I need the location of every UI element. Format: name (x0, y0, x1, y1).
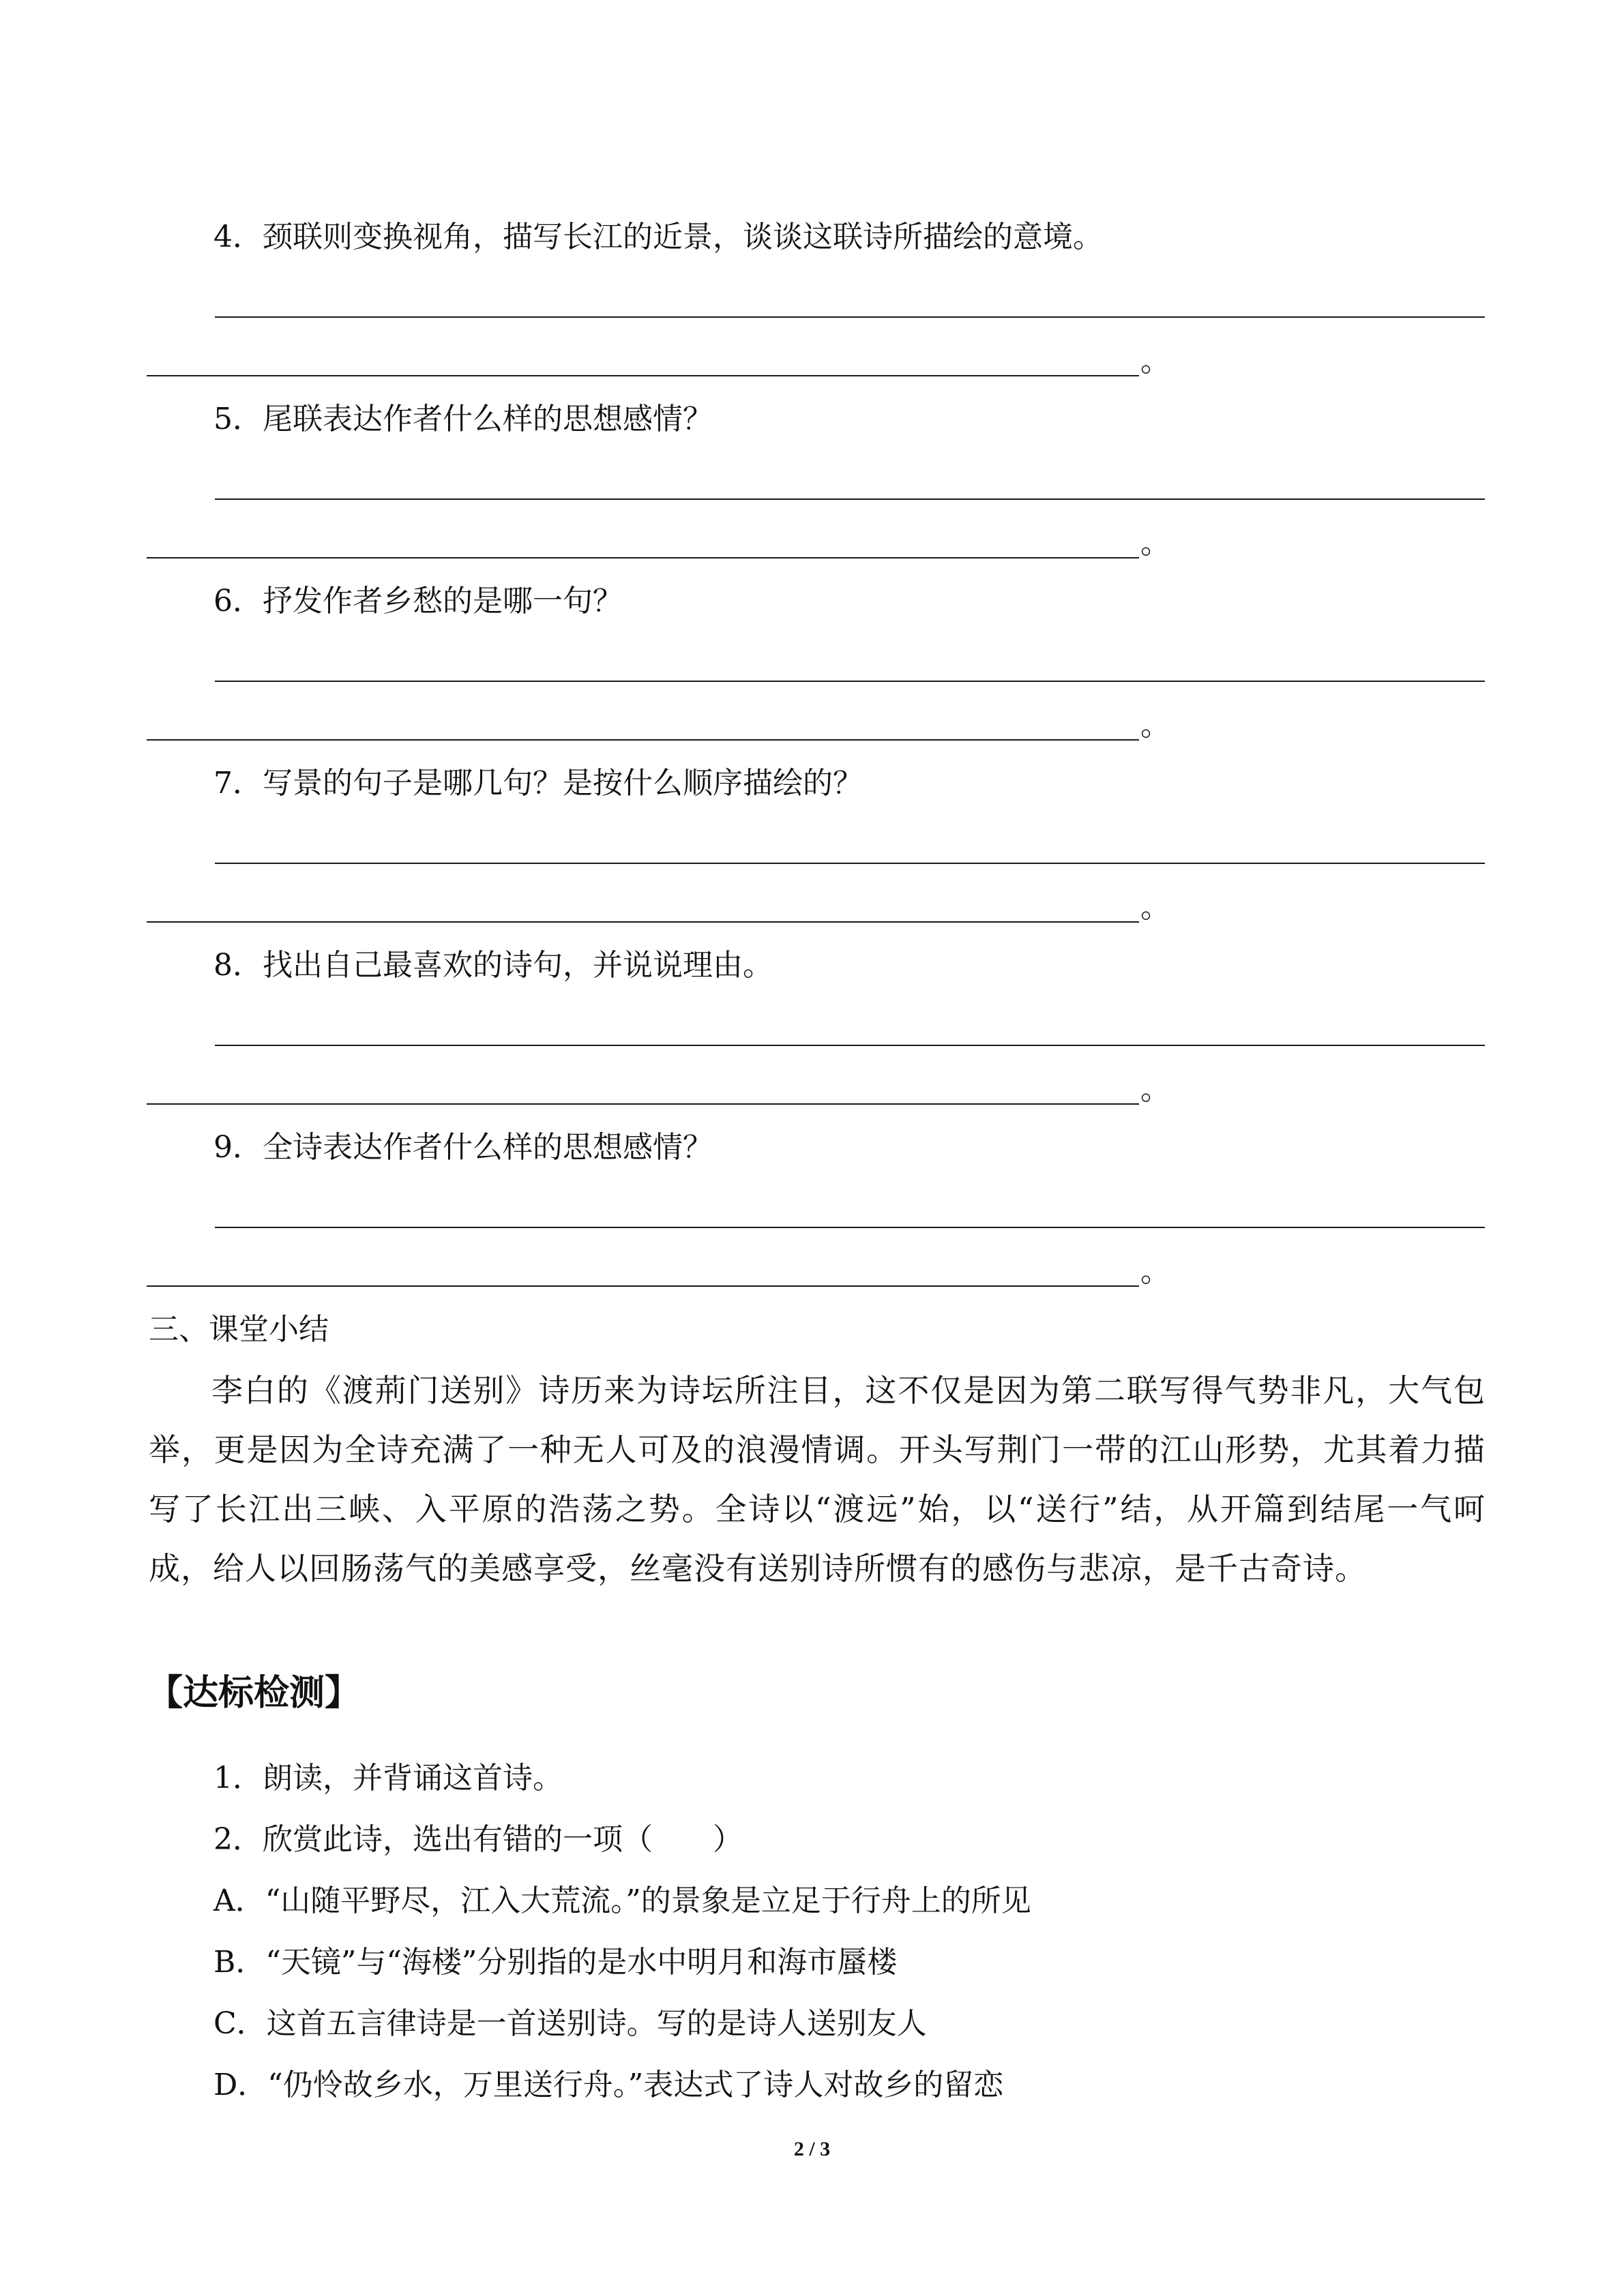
answer-line[interactable] (215, 1227, 1485, 1228)
question-text: 全诗表达作者什么样的思想感情？ (263, 1130, 713, 1165)
question-6 (213, 581, 623, 622)
question-8 (213, 945, 773, 986)
question-number: 7． (213, 766, 263, 801)
page-number: 2 / 3 (793, 2138, 831, 2160)
answer-line[interactable] (147, 557, 1139, 558)
answer-end-mark: 。 (1140, 1072, 1170, 1107)
answer-end-mark: 。 (1140, 1254, 1170, 1289)
assessment-item: 2．欣赏此诗，选出有错的一项（ ） (213, 1822, 743, 1857)
answer-end-mark: 。 (1140, 526, 1170, 561)
answer-line[interactable] (147, 739, 1139, 741)
answer-line[interactable] (147, 375, 1139, 376)
answer-line[interactable] (215, 863, 1485, 864)
question-text: 尾联表达作者什么样的思想感情？ (263, 402, 713, 436)
summary-heading: 三、课堂小结 (149, 1312, 329, 1347)
question-number: 5． (213, 402, 263, 436)
choice-option-b[interactable]: B．“天镜”与“海楼”分别指的是水中明月和海市蜃楼 (213, 1945, 898, 1980)
summary-paragraph: 李白的《渡荊门送别》诗历来为诗坛所注目，这不仅是因为第二联写得气势非凡，大气包举，更是因为全诗充满了一种无人可及的浪漫情调。开头写荆门一带的江山形势，尤其着力描写了长江出三峡、入平原的浩荡之势。全诗以“渡远”始，以“送行”结，从开篇到结尾一气呵成，给人以回肠荡气的美感享受，丝毫没有送别诗所惯有的感伤与悲凉，是千古奇诗。 (149, 1372, 1486, 1587)
choice-option-c[interactable]: C．这首五言律诗是一首送别诗。写的是诗人送别友人 (213, 2006, 927, 2041)
answer-line[interactable] (215, 498, 1485, 500)
answer-line[interactable] (147, 1103, 1139, 1105)
question-text: 写景的句子是哪几句？是按什么顺序描绘的？ (263, 766, 863, 801)
answer-line[interactable] (147, 921, 1139, 923)
choice-option-a[interactable]: A．“山随平野尽，江入大荒流。”的景象是立足于行舟上的所见 (213, 1883, 1031, 1918)
question-4 (213, 217, 1103, 258)
question-number: 8． (213, 948, 263, 983)
answer-end-mark: 。 (1140, 708, 1170, 743)
question-text: 抒发作者乡愁的是哪一句？ (263, 584, 623, 618)
answer-end-mark: 。 (1140, 890, 1170, 925)
choice-option-d[interactable]: D．“仍怜故乡水，万里送行舟。”表达式了诗人对故乡的留恋 (213, 2068, 1004, 2102)
answer-line[interactable] (215, 1045, 1485, 1046)
question-number: 9． (213, 1130, 263, 1165)
answer-line[interactable] (147, 1285, 1139, 1287)
assessment-title: 【达标检测】 (147, 1673, 361, 1714)
question-text: 找出自己最喜欢的诗句，并说说理由。 (263, 948, 773, 983)
answer-line[interactable] (215, 316, 1485, 318)
question-5 (213, 399, 713, 440)
question-7 (213, 763, 863, 804)
answer-end-mark: 。 (1140, 344, 1170, 378)
question-text: 颈联则变换视角，描写长江的近景，谈谈这联诗所描绘的意境。 (263, 220, 1103, 254)
answer-line[interactable] (215, 681, 1485, 682)
question-9 (213, 1127, 713, 1168)
question-number: 4． (213, 220, 263, 254)
question-number: 6． (213, 584, 263, 618)
assessment-item: 1．朗读，并背诵这首诗。 (213, 1761, 563, 1795)
